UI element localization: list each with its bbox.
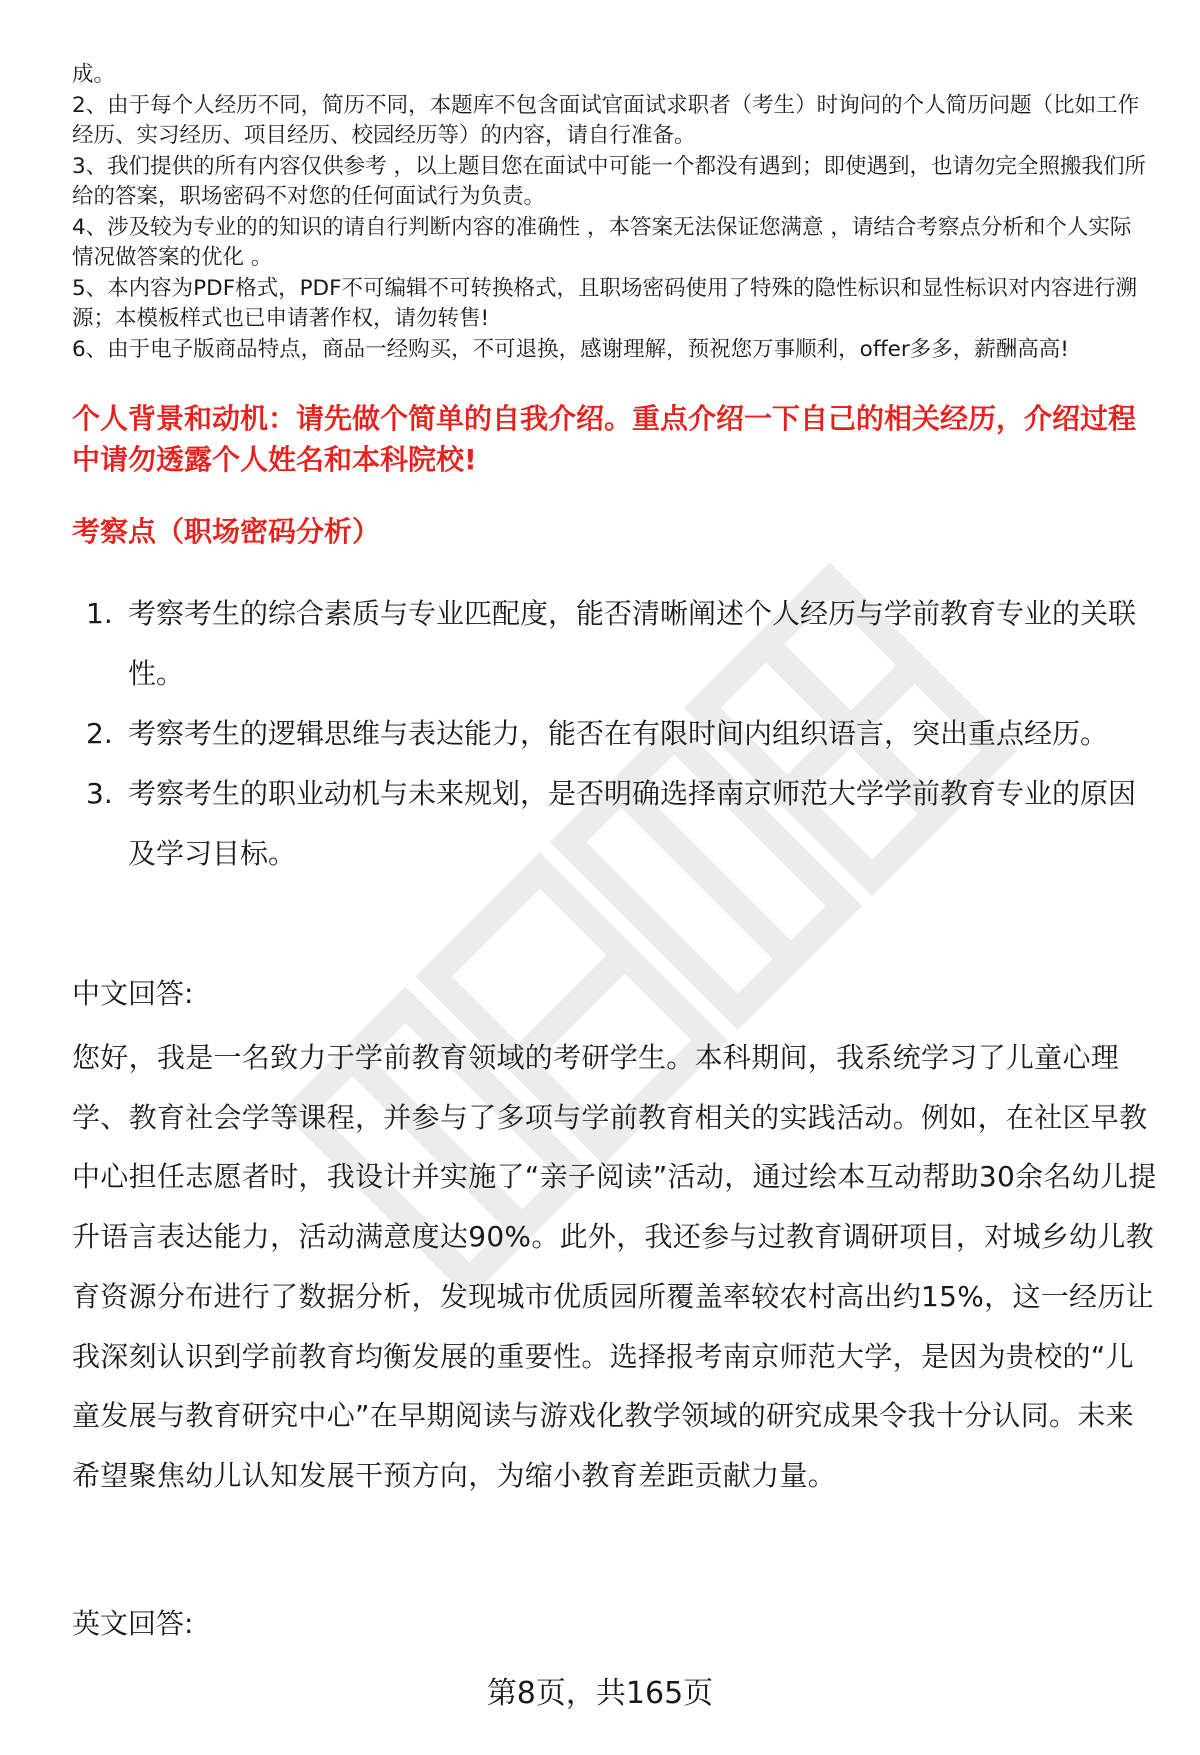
english-answer-label: 英文回答:: [72, 1607, 194, 1640]
point-number: 3.: [86, 777, 113, 810]
page-number: 第8页，共165页: [486, 1676, 714, 1711]
point-number: 1.: [86, 597, 113, 630]
note-line: 2、由于每个人经历不同，简历不同，本题库不包含面试官面试求职者（考生）时询问的个人简历问题（比如工作经历、实习经历、项目经历、校园经历等）的内容，请自行准备。: [72, 92, 1140, 148]
note-line: 3、我们提供的所有内容仅供参考 ，以上题目您在面试中可能一个都没有遇到；即使遇到，也请勿完全照搬我们所给的答案，职场密码不对您的任何面试行为负责。: [72, 153, 1147, 209]
analysis-point: [72, 764, 1152, 884]
analysis-points: [72, 584, 1152, 884]
note-line: 6、由于电子版商品特点，商品一经购买，不可退换，感谢理解，预祝您万事顺利，offer多多，薪酬高高!: [72, 336, 1069, 362]
chinese-answer-label: 中文回答:: [72, 977, 194, 1010]
point-text: 考察考生的逻辑思维与表达能力，能否在有限时间内组织语言，突出重点经历。: [128, 717, 1109, 750]
analysis-heading: 考察点（职场密码分析）: [72, 515, 381, 548]
analysis-point: [72, 584, 1152, 704]
point-text: 考察考生的综合素质与专业匹配度，能否清晰阐述个人经历与学前教育专业的关联性。: [128, 597, 1137, 690]
point-number: 2.: [86, 717, 113, 750]
analysis-point: [72, 704, 1152, 764]
note-line: 5、本内容为PDF格式，PDF不可编辑不可转换格式，且职场密码使用了特殊的隐性标识和显性标识对内容进行溯源；本模板样式也已申请著作权，请勿转售!: [72, 275, 1137, 331]
chinese-answer-text: 您好，我是一名致力于学前教育领域的考研学生。本科期间，我系统学习了儿童心理学、教育社会学等课程，并参与了多项与学前教育相关的实践活动。例如，在社区早教中心担任志愿者时，我设计并实施了“亲子阅读”活动，通过绘本互动帮助30余名幼儿提升语言表达能力，活动满意度达90%。此外，我还参与过教育调研项目，对城乡幼儿教育资源分布进行了数据分析，发现城市优质园所覆盖率较农村高出约15%，这一经历让我深刻认识到学前教育均衡发展的重要性。选择报考南京师范大学，是因为贵校的“儿童发展与教育研究中心”在早期阅读与游戏化教学领域的研究成果令我十分认同。未来希望聚焦幼儿认知发展干预方向，为缩小教育差距贡献力量。: [72, 1041, 1157, 1492]
point-text: 考察考生的职业动机与未来规划，是否明确选择南京师范大学学前教育专业的原因及学习目标。: [128, 777, 1137, 870]
note-line: 4、涉及较为专业的的知识的请自行判断内容的准确性 ，本答案无法保证您满意 ，请结合考察点分析和个人实际情况做答案的优化 。: [72, 214, 1132, 270]
interview-question: 个人背景和动机：请先做个简单的自我介绍。重点介绍一下自己的相关经历，介绍过程中请勿透露个人姓名和本科院校!: [72, 402, 1137, 476]
disclaimer-notes: [72, 60, 1152, 365]
note-line: 成。: [72, 62, 116, 87]
